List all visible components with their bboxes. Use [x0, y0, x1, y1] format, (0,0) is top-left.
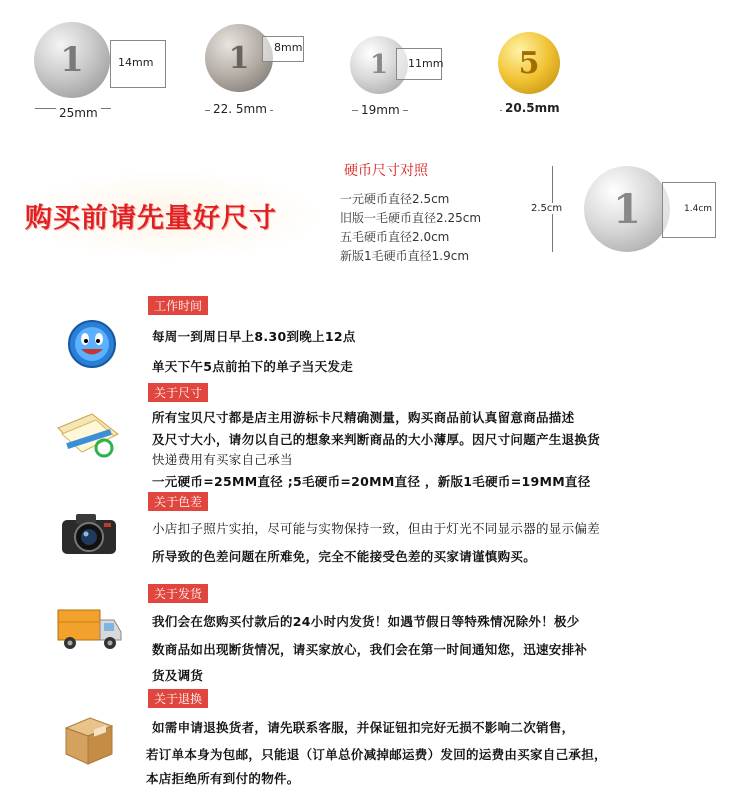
size-line: 所有宝贝尺寸都是店主用游标卡尺精确测量，购买商品前认真留意商品描述: [152, 410, 575, 425]
size-chart-line: 一元硬币直径2.5cm: [340, 192, 450, 206]
size-line: 快递费用有买家自己承当: [152, 452, 293, 467]
camera-icon: [58, 508, 120, 558]
section-tag-hours: 工作时间: [148, 296, 208, 315]
ruler-icon: [52, 408, 122, 460]
shipping-line: 货及调货: [152, 668, 204, 683]
coin-diameter-label: 20.5mm: [502, 101, 563, 115]
coin-five-jiao: [498, 32, 560, 94]
returns-line: 如需申请退换货者，请先联系客服，并保证钮扣完好无损不影响二次销售，: [152, 720, 575, 735]
smiley-icon: [66, 318, 118, 370]
big-coin: [584, 166, 670, 252]
color-line: 小店扣子照片实拍，尽可能与实物保持一致，但由于灯光不同显示器的显示偏差: [152, 521, 601, 536]
coin-height-label: 11mm: [408, 57, 444, 70]
coin-face-label: 5: [518, 45, 540, 81]
box-icon: [60, 712, 116, 768]
section-tag-shipping: 关于发货: [148, 584, 208, 603]
coin-diameter-label: 25mm: [56, 106, 101, 120]
coin-height-label: 8mm: [274, 41, 303, 54]
thickness-label: 1.4cm: [684, 204, 713, 214]
coin-face-label: 1: [60, 40, 84, 80]
shipping-line: 数商品如出现断货情况，请买家放心，我们会在第一时间通知您，迅速安排补: [152, 642, 588, 657]
coin-face-label: 1: [369, 50, 389, 80]
section-tag-size: 关于尺寸: [148, 383, 208, 402]
coin-face-label: 1: [228, 40, 250, 76]
hours-line: 单天下午5点前拍下的单子当天发走: [152, 359, 353, 374]
coin-diameter-label: 22. 5mm: [210, 102, 270, 116]
coin-face-label: 1: [613, 185, 641, 233]
size-chart-line: 新版1毛硬币直径1.9cm: [340, 249, 470, 263]
size-chart-title: 硬币尺寸对照: [344, 163, 428, 179]
size-chart-line: 旧版一毛硬币直径2.25cm: [340, 211, 482, 225]
returns-line: 本店拒绝所有到付的物件。: [146, 771, 300, 786]
headline: 购买前请先量好尺寸: [25, 203, 277, 234]
coin-height-label: 14mm: [118, 56, 154, 69]
hours-line: 每周一到周日早上8.30到晚上12点: [152, 329, 356, 344]
diameter-label: 2.5cm: [531, 203, 563, 214]
section-tag-color: 关于色差: [148, 492, 208, 511]
truck-icon: [54, 600, 124, 656]
shipping-line: 我们会在您购买付款后的24小时内发货！如遇节假日等特殊情况除外！极少: [152, 614, 580, 629]
size-line: 一元硬币=25MM直径 ;5毛硬币=20MM直径 ，新版1毛硬币=19MM直径: [152, 474, 591, 489]
coin-one-yuan: [34, 22, 110, 98]
returns-line: 若订单本身为包邮，只能退（订单总价减掉邮运费）发回的运费由买家自己承担，: [146, 747, 607, 762]
color-line: 所导致的色差问题在所难免，完全不能接受色差的买家请谨慎购买。: [152, 549, 537, 564]
section-tag-returns: 关于退换: [148, 689, 208, 708]
size-chart-line: 五毛硬币直径2.0cm: [340, 230, 450, 244]
size-line: 及尺寸大小，请勿以自己的想象来判断商品的大小薄厚。因尺寸问题产生退换货: [152, 432, 601, 447]
coin-diameter-label: 19mm: [358, 103, 403, 117]
